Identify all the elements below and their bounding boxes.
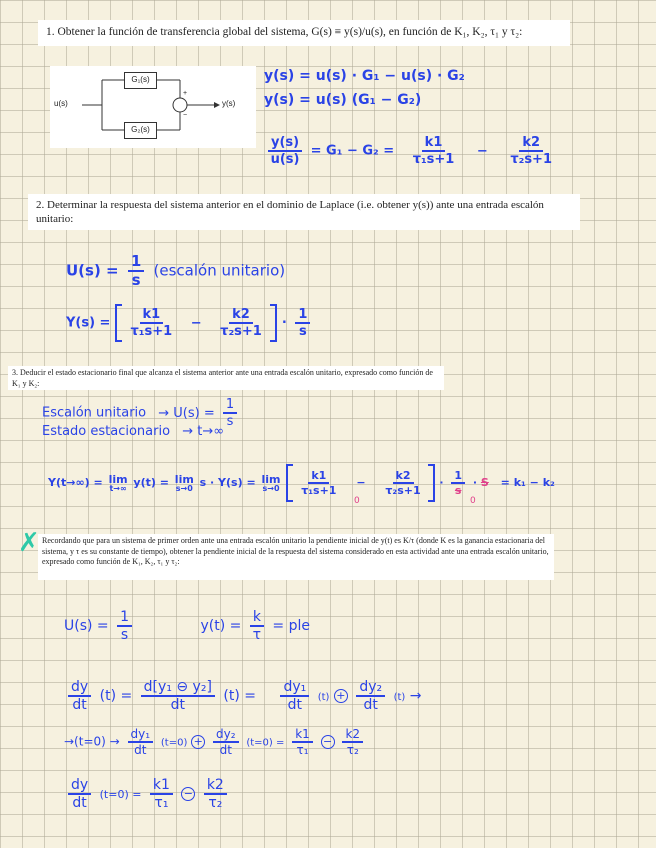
block-g1: G₁(s) [124, 72, 157, 89]
hw3-one: 1 [223, 398, 237, 414]
hw4-t-arg: (t) = [99, 688, 133, 704]
hw4-line4 [64, 778, 231, 810]
hw4-l3-t1: τ₁ [296, 743, 309, 757]
f1-den: τ₁s+1 [412, 152, 455, 167]
hw1-line3 [264, 136, 556, 166]
hw3-d1: τ₁s+1 [301, 484, 337, 497]
hw3-cancel-s: S [480, 476, 489, 489]
question-3-text: 3. Deducir el estado estacionario final que alcanza el sistema anterior ante una entrada escalón unitario, expresado como función de K₁ y K₂: [12, 368, 433, 388]
hw3-s-cancel: s [454, 484, 462, 497]
hw4-bracket-content: y₁ ⊖ y₂ [158, 679, 207, 695]
minus-circle-icon: − [181, 787, 195, 801]
cross-mark: ✗ [18, 528, 40, 558]
hw4-l3-dt1: dt [134, 743, 147, 757]
hw2-u-label: U(s) = [66, 261, 119, 280]
hw3-line1a: Escalón unitario [42, 405, 147, 421]
f2-den: τ₂s+1 [510, 152, 552, 167]
hw4-d-den: dt [72, 697, 87, 713]
hw3-one-b: 1 [451, 470, 465, 484]
hw4-dt1: dt [287, 697, 303, 713]
hw3-k1: k1 [308, 470, 329, 484]
hw2-k1: k1 [140, 308, 164, 324]
hw2-one-b: 1 [295, 308, 310, 324]
hw4-s: s [120, 627, 129, 643]
hw3-lim2: lim [174, 472, 194, 486]
hw4-dy2: dy₂ [356, 680, 385, 697]
hw3-zero2: 0 [470, 496, 476, 506]
hw2-one: 1 [128, 254, 144, 272]
hw3-line2 [42, 424, 224, 439]
hw3-yt: y(t) = [133, 476, 169, 489]
hw4-line3-start: →(t=0) → [64, 734, 120, 749]
hw4-at-t1: (t) [317, 692, 330, 703]
block-diagram [50, 66, 256, 148]
hw4-one: 1 [117, 610, 132, 627]
hw4-t-arg2: (t) = [223, 688, 256, 704]
minus-sign: − [183, 112, 188, 119]
f1-num: k1 [422, 136, 446, 152]
hw3-lim1-sub: t→∞ [109, 483, 127, 493]
hw4-at-t2: (t) [393, 692, 406, 703]
question-4-box [38, 534, 554, 580]
hw3-lim2-sub: s→0 [175, 483, 193, 493]
hw4-l3-t0b: (t=0) = [246, 737, 285, 749]
question-2-box [28, 194, 580, 230]
hw4-l3-dy1: dy₁ [128, 728, 154, 743]
hw3-sys: s · Y(s) = [199, 476, 256, 489]
hw4-l3-dy2: dy₂ [213, 728, 239, 743]
hw4-line3 [64, 728, 367, 756]
hw4-l3-t0: (t=0) [160, 737, 188, 749]
hw2-minus: − [190, 315, 202, 331]
ratio-den: u(s) [270, 152, 300, 167]
hw2-line1 [66, 254, 285, 288]
hw3-lim3: lim [261, 472, 281, 486]
hw2-line2 [66, 304, 314, 342]
hw4-tau: τ [252, 627, 262, 643]
hw4-final-arg: (t=0) = [99, 788, 142, 801]
plus-circle-icon: + [334, 689, 348, 703]
hw3-dot: · [439, 476, 444, 489]
hw2-y-label: Y(s) = [66, 315, 111, 331]
f2-num: k2 [519, 136, 543, 152]
hw4-y-label: y(t) = [200, 618, 242, 634]
hw4-l4-k2: k2 [204, 778, 227, 795]
hw3-line2b: → t→∞ [182, 424, 225, 439]
hw4-d-num: dy [68, 680, 91, 697]
hw1-mid: = G₁ − G₂ = [310, 143, 395, 159]
hw2-s: s [131, 271, 141, 289]
hw3-minus: − [356, 476, 366, 489]
output-label: y(s) [222, 99, 236, 108]
hw3-lim3-sub: s→0 [262, 483, 280, 493]
block-g2: G₂(s) [124, 122, 157, 139]
hw2-d2: τ₂s+1 [220, 324, 262, 339]
hw4-line2 [64, 680, 422, 712]
hw3-zero1: 0 [354, 496, 360, 506]
ratio-num: y(s) [268, 136, 302, 152]
hw4-dt: dt [170, 697, 185, 713]
question-4-text: Recordando que para un sistema de primer orden ante una entrada escalón unitario la pendiente inicial de y(t) es K/τ (donde K es la ganancia estacionaria del sistema, y τ es su constante de tiempo), obtener la pendiente inicial de la respuesta del sistema considerado en esta actividad ante una entrada escalón unitario, expresado como función de K₁, K₂, τ₁ y τ₂: [42, 536, 549, 566]
hw4-k: k [250, 610, 264, 627]
hw3-line1b: → U(s) = [158, 405, 215, 421]
input-label: u(s) [54, 99, 68, 108]
hw4-ple: = ple [272, 618, 310, 634]
hw3-dot-b: · [472, 476, 478, 489]
hw4-l3-k1: k1 [292, 728, 313, 743]
hw2-s-b: s [299, 324, 307, 339]
hw3-k2: k2 [393, 470, 414, 484]
question-3-box [8, 366, 444, 390]
hw4-dt2: dt [363, 697, 378, 713]
hw1-line1: y(s) = u(s) · G₁ − u(s) · G₂ [264, 68, 465, 84]
hw4-l3-k2: k2 [342, 728, 363, 743]
hw3-line2a: Estado estacionario [42, 424, 171, 439]
plus-sign: + [183, 90, 188, 97]
hw2-d1: τ₁s+1 [130, 324, 173, 339]
plus-circle-icon: + [191, 735, 205, 749]
hw3-s: s [226, 414, 234, 429]
hw4-l4-t2: τ₂ [208, 795, 223, 811]
hw4-l4-k1: k1 [150, 778, 173, 795]
hw4-bracket-num: d[y₁ ⊖ y₂] [141, 680, 215, 697]
hw4-line1 [64, 610, 310, 642]
hw1-minus: − [476, 143, 488, 159]
question-1-box [38, 20, 570, 46]
hw4-l3-dt2: dt [219, 743, 232, 757]
hw4-arrow: → [409, 688, 422, 704]
hw2-k2: k2 [229, 308, 253, 324]
question-1-text: 1. Obtener la función de transferencia global del sistema, G(s) ≡ y(s)/u(s), en función de K₁, K₂, τ₁ y τ₂: [46, 26, 523, 38]
minus-circle-icon: − [321, 735, 335, 749]
hw4-u-label: U(s) = [64, 618, 109, 634]
hw4-dy1: dy₁ [280, 680, 309, 697]
hw3-lim-left: Y(t→∞) = [48, 476, 103, 489]
hw3-lim1: lim [108, 472, 128, 486]
hw4-l4-dy: dy [68, 778, 91, 795]
hw2-dot: · [281, 315, 287, 331]
hw3-result: = k₁ − k₂ [500, 476, 555, 489]
hw3-d2: τ₂s+1 [385, 484, 421, 497]
hw3-line3 [48, 464, 555, 502]
question-2-text: 2. Determinar la respuesta del sistema anterior en el dominio de Laplace (i.e. obtener y(s)) ante una entrada escalón unitario: [36, 199, 544, 225]
hw2-note: (escalón unitario) [153, 261, 286, 280]
hw4-l4-t1: τ₁ [154, 795, 169, 811]
hw4-l4-dt: dt [72, 795, 87, 811]
hw4-l3-t2: τ₂ [346, 743, 359, 757]
hw1-line2: y(s) = u(s) (G₁ − G₂) [264, 92, 422, 108]
